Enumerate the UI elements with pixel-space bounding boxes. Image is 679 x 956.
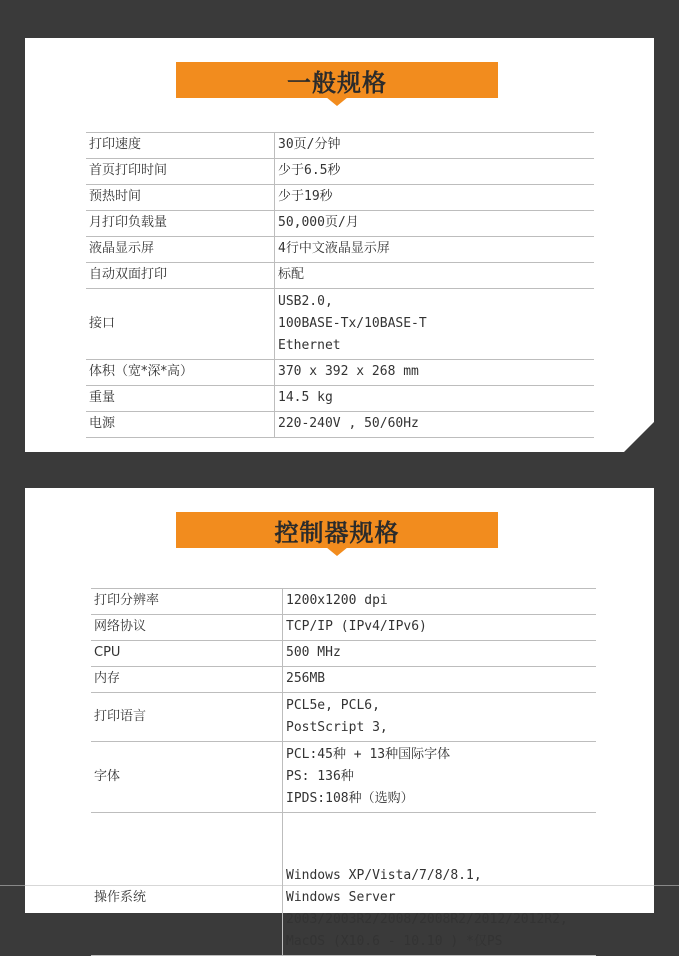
spec-value-line: 4行中文液晶显示屏 [278,241,390,256]
spec-value-line: 50,000页/月 [278,215,359,230]
spec-value [275,211,595,237]
spec-value-line: Windows Server [286,890,396,905]
spec-value-line: PostScript 3, [286,720,388,735]
spec-row [91,641,596,667]
folded-corner [624,422,654,452]
spec-value [275,386,595,412]
spec-value-line: 220-240V , 50/60Hz [278,416,419,431]
controller-specs-card [25,488,654,949]
spec-row [91,813,596,956]
spec-label: 打印速度 [86,133,275,159]
spec-value-line: 1200x1200 dpi [286,593,388,608]
spec-value-line: 少于6.5秒 [278,163,341,178]
spec-value-line: 2003/2003R2/2008/2008R2/2012/2012R2, [286,912,568,927]
spec-value-line: PCL:45种 + 13种国际字体 [286,747,451,762]
spec-row [91,615,596,641]
general-specs-card [25,38,654,452]
general-specs-table [86,132,594,438]
spec-label: CPU [91,641,283,667]
spec-value [275,289,595,360]
controller-specs-table [91,588,596,956]
spec-value [283,589,597,615]
spec-value [275,159,595,185]
spec-label: 重量 [86,386,275,412]
spec-value-line: PS: 136种 [286,769,354,784]
spec-value-line: 少于19秒 [278,189,333,204]
spec-row [91,667,596,693]
spec-label: 网络协议 [91,615,283,641]
spec-row [86,133,594,159]
spec-row [86,263,594,289]
spec-label: 打印语言 [91,693,283,742]
spec-value [275,263,595,289]
spec-row [86,289,594,360]
spec-value [275,133,595,159]
spec-value-line: Ethernet [278,338,341,353]
spec-row [86,412,594,438]
spec-label: 首页打印时间 [86,159,275,185]
controller-specs-banner [176,512,498,548]
spec-row [91,589,596,615]
spec-row [86,360,594,386]
spec-value-line: USB2.0, [278,294,333,309]
spec-row [91,742,596,813]
spec-value [283,813,597,956]
general-specs-title: 一般规格 [287,68,387,97]
spec-label: 操作系统 [91,813,283,956]
spec-value-line: 14.5 kg [278,390,333,405]
spec-value-line: PCL5e, PCL6, [286,698,380,713]
spec-value [275,185,595,211]
spec-value [275,412,595,438]
divider [0,885,679,886]
spec-value-line: 30页/分钟 [278,137,341,152]
spec-label: 液晶显示屏 [86,237,275,263]
general-specs-banner [176,62,498,98]
spec-value-line: 370 x 392 x 268 mm [278,364,419,379]
spec-label: 预热时间 [86,185,275,211]
spec-label: 体积（宽*深*高） [86,360,275,386]
spec-value-line: TCP/IP (IPv4/IPv6) [286,619,427,634]
spec-label: 自动双面打印 [86,263,275,289]
spec-value [283,641,597,667]
spec-value-line: 100BASE-Tx/10BASE-T [278,316,427,331]
spec-value [283,693,597,742]
spec-label: 月打印负载量 [86,211,275,237]
spec-value-line: IPDS:108种（选购） [286,791,414,806]
spec-value-line: 500 MHz [286,645,341,660]
spec-row [86,185,594,211]
spec-value [275,237,595,263]
spec-row [86,211,594,237]
spec-value [283,742,597,813]
spec-row [86,386,594,412]
spec-value [283,667,597,693]
spec-value [283,615,597,641]
spec-value-line: 256MB [286,671,326,686]
spec-label: 打印分辨率 [91,589,283,615]
spec-row [91,693,596,742]
spec-value [275,360,595,386]
spec-label: 字体 [91,742,283,813]
spec-label: 接口 [86,289,275,360]
controller-specs-title: 控制器规格 [274,518,400,547]
spec-value-line: 标配 [278,267,305,282]
spec-label: 内存 [91,667,283,693]
spec-label: 电源 [86,412,275,438]
spec-row [86,159,594,185]
spec-value-line: Windows XP/Vista/7/8/8.1, [286,868,482,883]
spec-value-line: MacOS (X10.6 - 10.10 ) *仅PS [286,934,503,949]
spec-row [86,237,594,263]
